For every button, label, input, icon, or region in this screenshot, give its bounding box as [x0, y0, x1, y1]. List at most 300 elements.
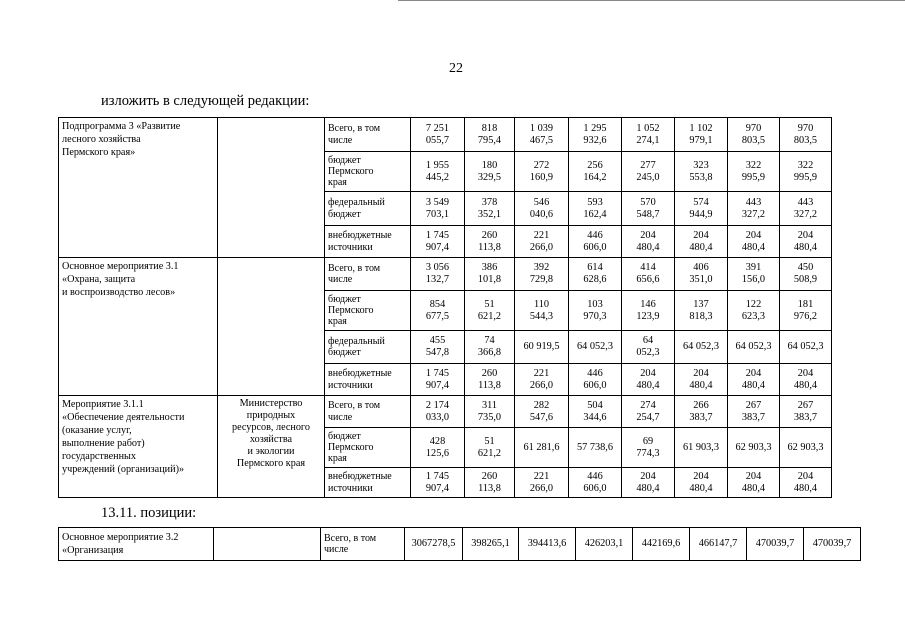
amount-cell	[515, 468, 569, 498]
amount-line: 970,3	[583, 310, 607, 322]
amount-line: 260	[481, 367, 498, 379]
amount-cell	[675, 468, 728, 498]
responsible-executor-line: Министерство	[239, 398, 303, 409]
amount-line: 146	[640, 298, 656, 310]
amount-line: 69	[642, 435, 654, 447]
amount-line: 62 903,3	[787, 441, 824, 453]
amount-line: 508,9	[793, 274, 818, 285]
amount-line: 729,8	[529, 274, 554, 285]
amount-line: 392	[533, 262, 550, 273]
amount-cell	[465, 428, 515, 468]
amount-line: 504	[587, 399, 603, 411]
funding-source	[325, 396, 411, 428]
responsible-executor-line: и экологии	[247, 446, 295, 457]
amount-line: 480,4	[741, 241, 766, 253]
amount-line: 548,7	[636, 208, 660, 220]
amount-line: 101,8	[477, 274, 502, 285]
amount-line: 480,4	[636, 482, 660, 494]
amount-line: 606,0	[583, 241, 607, 253]
amount-line: 383,7	[689, 411, 713, 423]
amount-cell	[622, 331, 675, 364]
amount-line: 351,0	[689, 274, 713, 285]
position-table	[58, 527, 861, 561]
amount-line: 204	[745, 470, 762, 482]
amount-cell	[622, 291, 675, 331]
amount-line: 1 745	[425, 367, 450, 379]
amount-cell	[515, 192, 569, 226]
amount-cell: 466147,7	[690, 528, 747, 561]
amount-cell	[780, 152, 832, 192]
amount-cell	[515, 258, 569, 291]
amount-line: 162,4	[583, 208, 607, 220]
amount-cell	[728, 118, 780, 152]
amount-cell	[780, 258, 832, 291]
amount-line: 204	[640, 470, 656, 482]
activity-name-line: Основное мероприятие 3.1	[62, 261, 179, 272]
amount-line: 443	[745, 196, 762, 208]
amount-cell	[728, 364, 780, 396]
amount-line: 266,0	[529, 379, 554, 391]
amount-cell	[622, 192, 675, 226]
amount-cell	[411, 118, 465, 152]
activity-name-line: Подпрограмма 3 «Развитие	[62, 121, 181, 132]
amount-line: 383,7	[793, 411, 818, 423]
funding-source	[325, 226, 411, 258]
funding-source-line: края	[328, 177, 347, 189]
amount-line: 64 052,3	[576, 341, 614, 352]
table-row	[59, 258, 832, 291]
funding-source-line: источники	[328, 241, 373, 253]
amount-line: 1 745	[425, 229, 450, 241]
amount-cell	[465, 331, 515, 364]
amount-cell	[622, 428, 675, 468]
program-funding-table	[58, 117, 832, 498]
activity-name-line: «Охрана, защита	[62, 274, 136, 285]
activity-name-line: Мероприятие 3.1.1	[62, 399, 144, 410]
funding-source-line: края	[328, 453, 347, 465]
amount-cell	[465, 396, 515, 428]
funding-source	[325, 364, 411, 396]
amount-line: 391	[745, 262, 762, 273]
funding-source-line: федеральный	[328, 197, 385, 209]
amount-cell	[569, 396, 622, 428]
amount-cell	[675, 258, 728, 291]
amount-line: 818,3	[689, 310, 713, 322]
activity-name-line: Пермского края»	[62, 147, 136, 158]
amount-cell	[780, 118, 832, 152]
amount-line: 480,4	[689, 379, 713, 391]
amount-line: 110	[533, 298, 550, 310]
amount-cell	[728, 152, 780, 192]
amount-line: 1 295	[583, 122, 607, 134]
funding-source	[325, 192, 411, 226]
funding-source-line: бюджет	[328, 347, 361, 358]
activity-name-line: государственных	[62, 451, 136, 462]
amount-cell	[728, 396, 780, 428]
amount-line: 122	[745, 298, 762, 310]
amount-line: 428	[429, 435, 446, 447]
amount-line: 970	[797, 122, 814, 134]
amount-line: 052,3	[636, 347, 660, 358]
amount-line: 256	[587, 159, 603, 171]
amount-cell	[411, 226, 465, 258]
amount-line: 803,5	[793, 134, 818, 146]
amount-line: 113,8	[478, 379, 501, 391]
responsible-executor	[218, 118, 325, 258]
funding-source-line: числе	[328, 134, 353, 146]
amount-cell	[675, 364, 728, 396]
funding-source	[325, 291, 411, 331]
amount-line: 62 903,3	[735, 441, 772, 453]
amount-line: 1 955	[425, 159, 450, 171]
amount-line: 254,7	[636, 411, 660, 423]
amount-cell	[675, 152, 728, 192]
amount-line: 344,6	[583, 411, 607, 423]
amount-line: 606,0	[583, 379, 607, 391]
activity-name	[59, 396, 218, 498]
funding-source-line: бюджет	[328, 430, 361, 442]
amount-cell	[569, 468, 622, 498]
amount-line: 623,3	[741, 310, 766, 322]
amount-line: 156,0	[741, 274, 766, 285]
activity-name-line: лесного хозяйства	[62, 134, 141, 145]
amount-cell: 470039,7	[747, 528, 804, 561]
amount-line: 160,9	[529, 171, 554, 183]
funding-source-line: источники	[328, 379, 373, 391]
amount-line: 443	[797, 196, 814, 208]
table-row	[59, 118, 832, 152]
activity-name-line: учреждений (организаций)»	[62, 464, 185, 475]
amount-line: 3 056	[425, 262, 450, 273]
amount-cell	[780, 192, 832, 226]
amount-cell	[569, 226, 622, 258]
amount-line: 274,1	[636, 134, 660, 146]
amount-line: 60 919,5	[523, 341, 560, 352]
amount-line: 3 549	[425, 196, 450, 208]
funding-source-line: Всего, в том	[324, 532, 377, 544]
amount-line: 703,1	[425, 208, 450, 220]
amount-line: 854	[429, 298, 446, 310]
amount-cell	[569, 291, 622, 331]
amount-line: 480,4	[793, 241, 818, 253]
amount-line: 204	[640, 367, 656, 379]
amount-line: 352,1	[477, 208, 502, 220]
amount-line: 1 052	[636, 122, 660, 134]
amount-line: 547,6	[529, 411, 554, 423]
table-row	[59, 396, 832, 428]
responsible-executor	[214, 528, 321, 561]
amount-line: 040,6	[529, 208, 554, 220]
amount-cell	[675, 428, 728, 468]
amount-line: 204	[745, 229, 762, 241]
amount-cell	[780, 226, 832, 258]
page-number: 22	[449, 61, 463, 76]
amount-cell	[411, 192, 465, 226]
amount-cell	[411, 291, 465, 331]
amount-cell	[515, 428, 569, 468]
amount-line: 74	[484, 335, 495, 346]
funding-source	[325, 152, 411, 192]
activity-name-line: выполнение работ)	[62, 438, 145, 449]
amount-cell	[675, 192, 728, 226]
amount-line: 606,0	[583, 482, 607, 494]
amount-line: 480,4	[741, 379, 766, 391]
amount-cell	[411, 258, 465, 291]
amount-cell	[622, 118, 675, 152]
amount-line: 64 052,3	[787, 341, 824, 352]
amount-cell: 3067278,5	[405, 528, 463, 561]
amount-cell: 394413,6	[519, 528, 576, 561]
activity-name-line: (оказание услуг,	[62, 425, 132, 436]
amount-line: 103	[587, 298, 603, 310]
amount-line: 137	[693, 298, 709, 310]
amount-line: 327,2	[793, 208, 818, 220]
funding-source	[325, 258, 411, 291]
amount-line: 180	[481, 159, 498, 171]
amount-cell	[675, 331, 728, 364]
amount-line: 113,8	[478, 241, 501, 253]
amount-line: 266	[693, 399, 709, 411]
amount-cell	[465, 226, 515, 258]
amount-cell	[728, 291, 780, 331]
amount-line: 113,8	[478, 482, 501, 494]
amount-line: 1 102	[689, 122, 713, 134]
amount-cell	[515, 331, 569, 364]
amount-line: 204	[797, 367, 814, 379]
amount-line: 132,7	[425, 274, 450, 285]
amount-line: 267	[745, 399, 762, 411]
amount-cell	[465, 258, 515, 291]
amount-line: 123,9	[636, 310, 660, 322]
amount-line: 64 052,3	[682, 341, 720, 352]
amount-cell	[622, 468, 675, 498]
amount-line: 445,2	[425, 171, 450, 183]
amount-cell	[515, 291, 569, 331]
activity-name-line: «Организация	[62, 545, 124, 556]
amount-line: 455	[429, 335, 446, 346]
amount-line: 323	[693, 159, 709, 171]
amount-line: 204	[745, 367, 762, 379]
amount-line: 1 745	[425, 470, 450, 482]
amount-line: 628,6	[583, 274, 607, 285]
amount-cell: 426203,1	[576, 528, 633, 561]
funding-source-line: источники	[328, 482, 373, 494]
amount-cell	[411, 364, 465, 396]
amount-line: 995,9	[793, 171, 818, 183]
amount-cell	[411, 152, 465, 192]
amount-cell	[465, 364, 515, 396]
amount-cell: 398265,1	[463, 528, 519, 561]
amount-cell	[675, 291, 728, 331]
activity-name	[59, 528, 214, 561]
amount-line: 546	[533, 196, 550, 208]
amount-line: 221	[533, 229, 550, 241]
amount-line: 446	[587, 367, 603, 379]
amount-line: 979,1	[689, 134, 713, 146]
amount-cell	[411, 468, 465, 498]
amount-line: 803,5	[741, 134, 766, 146]
amount-cell	[728, 428, 780, 468]
activity-name-line: и воспроизводство лесов»	[62, 287, 176, 298]
responsible-executor-line: Пермского края	[236, 458, 306, 469]
amount-cell: 470039,7	[804, 528, 861, 561]
funding-source	[325, 468, 411, 498]
amount-cell	[780, 468, 832, 498]
amount-line: 547,8	[425, 347, 450, 358]
amount-line: 204	[693, 367, 709, 379]
amount-line: 322	[745, 159, 762, 171]
amount-line: 329,5	[477, 171, 502, 183]
responsible-executor	[218, 258, 325, 396]
amount-line: 735,0	[477, 411, 502, 423]
amount-cell	[411, 428, 465, 468]
funding-source-line: внебюджетные	[328, 471, 392, 483]
amount-cell	[569, 118, 622, 152]
amount-line: 467,5	[529, 134, 554, 146]
amount-cell	[728, 192, 780, 226]
amount-line: 614	[587, 262, 603, 273]
amount-line: 480,4	[793, 379, 818, 391]
amount-line: 406	[693, 262, 709, 273]
amount-line: 450	[797, 262, 814, 273]
amount-cell	[515, 118, 569, 152]
amount-cell	[515, 152, 569, 192]
amount-cell	[569, 331, 622, 364]
responsible-executor-line: хозяйства	[249, 434, 293, 445]
amount-line: 414	[640, 262, 656, 273]
amount-line: 245,0	[636, 171, 660, 183]
amount-cell	[780, 364, 832, 396]
funding-source-line: федеральный	[328, 335, 385, 347]
amount-line: 055,7	[425, 134, 450, 146]
amount-line: 544,3	[529, 310, 554, 322]
responsible-executor-line: ресурсов, лесного	[232, 422, 310, 433]
amount-line: 204	[797, 470, 814, 482]
amount-cell	[411, 331, 465, 364]
amount-cell	[465, 468, 515, 498]
funding-source-line: числе	[324, 544, 349, 555]
amount-line: 818	[481, 122, 498, 134]
amount-cell	[780, 331, 832, 364]
funding-source-line: Пермского	[328, 165, 374, 177]
amount-line: 181	[797, 298, 814, 310]
responsible-executor	[218, 396, 325, 498]
amount-line: 61 281,6	[523, 441, 560, 453]
amount-line: 64	[642, 335, 654, 346]
amount-cell	[465, 192, 515, 226]
amount-cell	[569, 428, 622, 468]
responsible-executor-line: природных	[246, 410, 296, 421]
amount-line: 976,2	[793, 310, 818, 322]
amount-cell	[465, 152, 515, 192]
funding-source-line: внебюджетные	[328, 368, 392, 380]
amount-line: 164,2	[583, 171, 607, 183]
amount-cell	[465, 118, 515, 152]
amount-line: 383,7	[741, 411, 766, 423]
section-heading: 13.11. позиции:	[101, 505, 197, 521]
amount-cell	[411, 396, 465, 428]
amount-cell	[515, 226, 569, 258]
amount-line: 260	[481, 229, 498, 241]
amount-line: 621,2	[477, 447, 502, 459]
amount-cell	[675, 118, 728, 152]
amount-cell	[622, 258, 675, 291]
amount-line: 386	[481, 262, 498, 273]
amount-line: 995,9	[741, 171, 766, 183]
funding-source-line: бюджет	[328, 208, 361, 220]
amount-line: 574	[693, 196, 709, 208]
amount-line: 64 052,3	[735, 341, 772, 352]
amount-line: 272	[533, 159, 550, 171]
amount-line: 125,6	[425, 447, 450, 459]
amount-line: 204	[640, 229, 656, 241]
activity-name	[59, 118, 218, 258]
amount-cell	[622, 364, 675, 396]
amount-cell	[569, 192, 622, 226]
amount-line: 51	[484, 435, 495, 447]
funding-source	[325, 118, 411, 152]
amount-line: 204	[693, 470, 709, 482]
amount-line: 446	[587, 229, 603, 241]
amount-line: 553,8	[689, 171, 713, 183]
funding-source-line: Пермского	[328, 441, 374, 453]
amount-line: 907,4	[425, 482, 450, 494]
amount-cell	[675, 396, 728, 428]
amount-line: 2 174	[425, 399, 450, 411]
funding-source-line: Всего, в том	[328, 123, 381, 135]
amount-line: 378	[481, 196, 498, 208]
amount-line: 656,6	[636, 274, 660, 285]
amount-line: 260	[481, 470, 498, 482]
amount-cell	[728, 331, 780, 364]
amount-line: 61 903,3	[682, 441, 720, 453]
amount-line: 266,0	[529, 241, 554, 253]
intro-text: изложить в следующей редакции:	[101, 93, 310, 109]
amount-line: 480,4	[636, 379, 660, 391]
funding-source-line: Всего, в том	[328, 262, 381, 274]
amount-line: 795,4	[477, 134, 502, 146]
funding-source-line: числе	[328, 274, 353, 285]
amount-line: 322	[797, 159, 814, 171]
funding-source-line: Пермского	[328, 304, 374, 316]
amount-cell	[515, 396, 569, 428]
activity-name-line: Основное мероприятие 3.2	[62, 532, 179, 543]
amount-cell	[675, 226, 728, 258]
amount-line: 944,9	[689, 208, 713, 220]
amount-cell	[780, 428, 832, 468]
amount-cell	[728, 258, 780, 291]
amount-line: 366,8	[477, 347, 502, 358]
amount-line: 7 251	[425, 122, 450, 134]
funding-source	[321, 528, 405, 561]
activity-name	[59, 258, 218, 396]
amount-line: 480,4	[793, 482, 818, 494]
amount-cell	[569, 152, 622, 192]
amount-line: 267	[797, 399, 814, 411]
funding-source-line: бюджет	[328, 154, 361, 166]
amount-cell: 442169,6	[633, 528, 690, 561]
amount-line: 570	[640, 196, 656, 208]
amount-cell	[569, 364, 622, 396]
amount-line: 57 738,6	[576, 441, 614, 453]
amount-line: 204	[693, 229, 709, 241]
amount-line: 327,2	[741, 208, 766, 220]
amount-line: 446	[587, 470, 603, 482]
funding-source-line: бюджет	[328, 293, 361, 305]
amount-line: 621,2	[477, 310, 502, 322]
funding-source-line: внебюджетные	[328, 230, 392, 242]
amount-line: 774,3	[636, 447, 660, 459]
